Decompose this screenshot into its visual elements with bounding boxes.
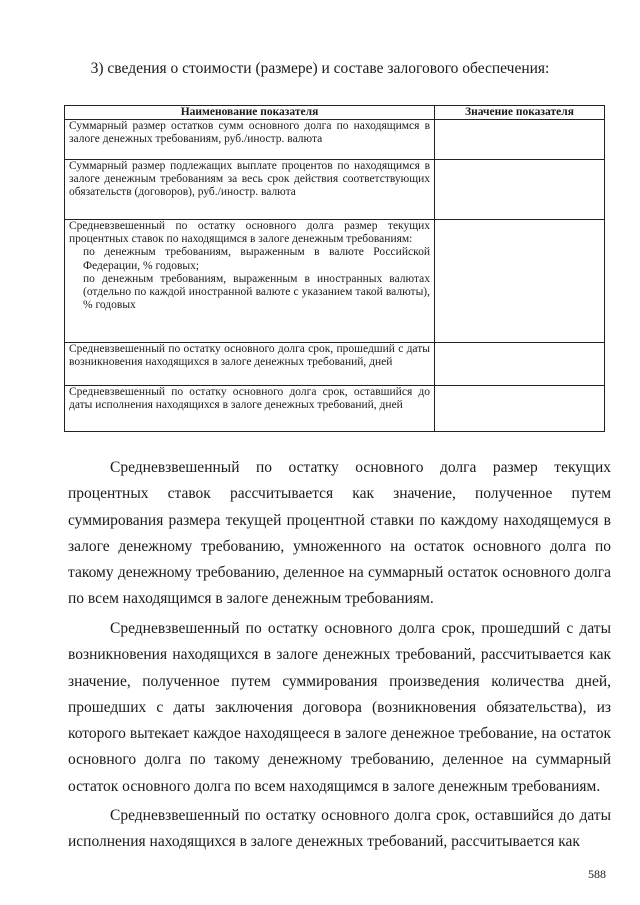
table-row — [65, 220, 605, 343]
row-2-name: Суммарный размер подлежащих выплате процентов по находящимся в залоге денежным требованиям за весь срок действия соответствующих обязательств (договоров), руб./иностр. валюта — [65, 160, 435, 220]
row-1-name: Суммарный размер остатков сумм основного долга по находящимся в залоге денежных требованиям, руб./иностр. валюта — [65, 120, 435, 160]
table-row — [65, 120, 605, 160]
header-indicator-name: Наименование показателя — [65, 106, 435, 120]
row-1-value — [435, 120, 605, 160]
header-indicator-value: Значение показателя — [435, 106, 605, 120]
table-header-row — [65, 106, 605, 120]
row-3-sub-foreign: по денежным требованиям, выраженным в иностранных валютах (отдельно по каждой иностранной валюте с указанием такой валюты), % годовых — [83, 272, 430, 312]
row-3-main-text: Средневзвешенный по остатку основного долга размер текущих процентных ставок по находящимся в залоге денежным требованиям: — [69, 220, 430, 246]
paragraph-3: Средневзвешенный по остатку основного долга срок, оставшийся до даты исполнения находящихся в залоге денежных требований, рассчитывается как — [68, 807, 611, 851]
row-5-name: Средневзвешенный по остатку основного долга срок, оставшийся до даты исполнения находящихся в залоге денежных требований, дней — [65, 386, 435, 432]
page-number: 588 — [588, 867, 606, 881]
table-row — [65, 160, 605, 220]
section-heading: 3) сведения о стоимости (размере) и составе залогового обеспечения: — [90, 60, 550, 77]
collateral-table — [64, 105, 605, 432]
row-4-name: Средневзвешенный по остатку основного долга срок, прошедший с даты возникновения находящихся в залоге денежных требований, дней — [65, 343, 435, 386]
row-3-value — [435, 220, 605, 343]
paragraph-1: Средневзвешенный по остатку основного долга размер текущих процентных ставок рассчитывается как значение, полученное путем суммирования размера текущей процентной ставки по каждому находящемуся в залоге денежному требованию, умноженного на остаток основного долга по такому денежному требованию, деленное на суммарный остаток основного долга по всем находящимся в залоге денежным требованиям. — [68, 459, 611, 608]
paragraph-2: Средневзвешенный по остатку основного долга срок, прошедший с даты возникновения находящихся в залоге денежных требований, рассчитывается как значение, полученное путем суммирования произведения количества дней, прошедших с даты заключения договора (возникновения обязательства), из которого вытекает каждое находящееся в залоге денежное требование, на остаток основного долга по такому денежному требованию, деленное на суммарный остаток основного долга по всем находящимся в залоге денежным требованиям. — [68, 620, 611, 795]
row-5-value — [435, 386, 605, 432]
table-row — [65, 343, 605, 386]
row-2-value — [435, 160, 605, 220]
table-row — [65, 386, 605, 432]
row-3-name — [65, 220, 435, 343]
row-3-sub-rub: по денежным требованиям, выраженным в валюте Российской Федерации, % годовых; — [83, 246, 430, 272]
row-4-value — [435, 343, 605, 386]
